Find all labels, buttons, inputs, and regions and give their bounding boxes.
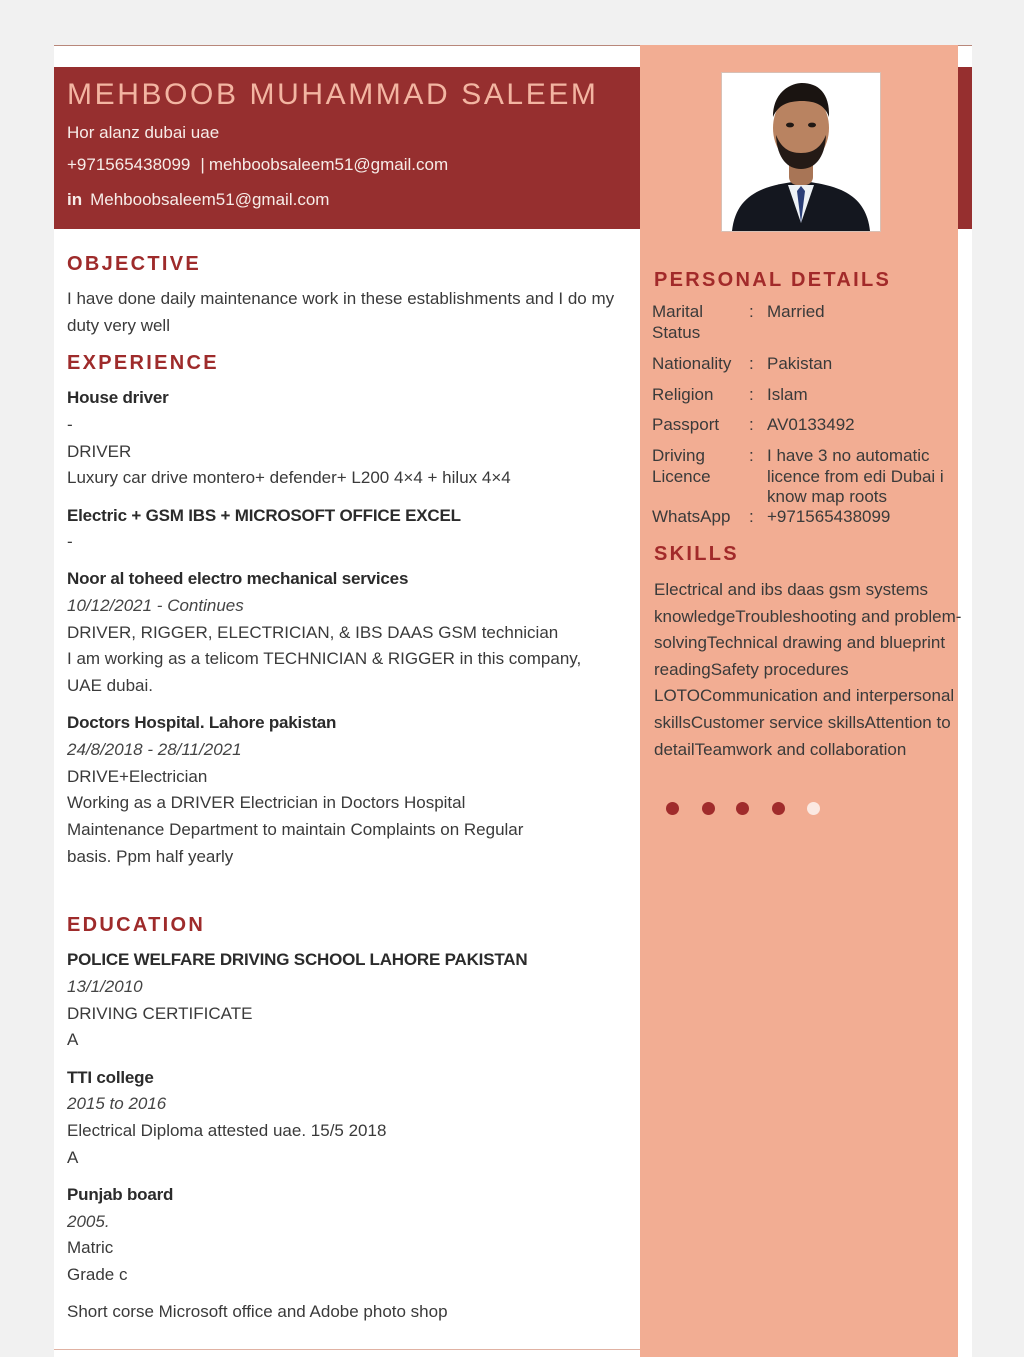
- job-role: DRIVE+Electrician: [67, 767, 208, 786]
- linkedin-line: [67, 190, 329, 210]
- rating-dot: [736, 802, 749, 815]
- job-dates: 24/8/2018 - 28/11/2021: [67, 740, 242, 759]
- edu-grade: Grade c: [67, 1265, 128, 1284]
- rating-dot: [666, 802, 679, 815]
- job-role: DRIVER, RIGGER, ELECTRICIAN, & IBS DAAS GSM technician: [67, 623, 559, 642]
- pd-colon: :: [749, 446, 754, 465]
- pd-label: Nationality: [652, 354, 732, 373]
- pd-value: Married: [767, 302, 825, 321]
- separator: |: [200, 155, 205, 174]
- pd-value: Pakistan: [767, 354, 833, 373]
- pd-value: +971565438099: [767, 507, 891, 526]
- email[interactable]: mehboobsaleem51@gmail.com: [208, 155, 449, 174]
- candidate-name: MEHBOOB MUHAMMAD SALEEM: [67, 78, 599, 111]
- rating-dot: [807, 802, 820, 815]
- edu-grade: A: [67, 1148, 79, 1167]
- job-role: DRIVER: [67, 442, 132, 461]
- objective-title: OBJECTIVE: [67, 253, 202, 275]
- linkedin-link[interactable]: Mehboobsaleem51@gmail.com: [90, 190, 330, 209]
- job-employer: Doctors Hospital. Lahore pakistan: [67, 713, 337, 732]
- job-description: basis. Ppm half yearly: [67, 847, 234, 866]
- resume-page: [54, 45, 972, 1357]
- education-title: EDUCATION: [67, 914, 206, 936]
- contact-line: [67, 155, 448, 175]
- pd-label: Passport: [652, 415, 720, 434]
- pd-label: Driving Licence: [652, 446, 711, 486]
- pd-value: I have 3 no automatic licence from edi Dubai i know map roots: [767, 446, 944, 506]
- job-description: Maintenance Department to maintain Complaints on Regular: [67, 820, 524, 839]
- profile-photo-image: [722, 73, 880, 231]
- job-employer: Noor al toheed electro mechanical services: [67, 569, 409, 588]
- edu-date: 13/1/2010: [67, 977, 143, 996]
- edu-school: Punjab board: [67, 1185, 174, 1204]
- pd-label: Marital Status: [652, 302, 704, 342]
- job-description: Luxury car drive montero+ defender+ L200 4×4 + hilux 4×4: [67, 468, 511, 487]
- pd-colon: :: [749, 507, 754, 526]
- phone: +971565438099: [67, 155, 191, 174]
- experience-title: EXPERIENCE: [67, 352, 219, 374]
- edu-degree: Electrical Diploma attested uae. 15/5 2018: [67, 1121, 387, 1140]
- pd-colon: :: [749, 415, 754, 434]
- job-dates: -: [67, 532, 73, 551]
- edu-date: 2005.: [67, 1212, 110, 1231]
- edu-grade: A: [67, 1030, 79, 1049]
- rating-dot: [702, 802, 715, 815]
- education-note: Short corse Microsoft office and Adobe photo shop: [67, 1302, 448, 1321]
- profile-photo: [721, 72, 881, 232]
- job-dates: 10/12/2021 - Continues: [67, 596, 244, 615]
- job-employer: House driver: [67, 388, 169, 407]
- objective-text: I have done daily maintenance work in these establishments and I do my duty very well: [67, 289, 615, 335]
- job-description: UAE dubai.: [67, 676, 153, 695]
- pd-label: Religion: [652, 385, 714, 404]
- job-employer: Electric + GSM IBS + MICROSOFT OFFICE EXCEL: [67, 506, 461, 525]
- pd-label: WhatsApp: [652, 507, 731, 526]
- linkedin-icon: in: [67, 190, 83, 209]
- edu-degree: Matric: [67, 1238, 114, 1257]
- personal-details-title: PERSONAL DETAILS: [654, 269, 892, 291]
- pd-value: Islam: [767, 385, 808, 404]
- edu-date: 2015 to 2016: [67, 1094, 167, 1113]
- skills-title: SKILLS: [654, 543, 739, 565]
- edu-school: POLICE WELFARE DRIVING SCHOOL LAHORE PAKISTAN: [67, 950, 528, 969]
- address: Hor alanz dubai uae: [67, 123, 220, 142]
- edu-school: TTI college: [67, 1068, 154, 1087]
- pd-colon: :: [749, 302, 754, 321]
- rating-dot: [772, 802, 785, 815]
- job-dates: -: [67, 415, 73, 434]
- pd-colon: :: [749, 354, 754, 373]
- pd-value: AV0133492: [767, 415, 855, 434]
- skills-text: Electrical and ibs daas gsm systems knowledgeTroubleshooting and problem-solvingTechnical drawing and blueprint readingSafety procedures LOTOCommunication and interpersonal skillsCustomer service skillsAttention to detailTeamwork and collaboration: [654, 580, 962, 759]
- job-description: I am working as a telicom TECHNICIAN & RIGGER in this company,: [67, 649, 582, 668]
- job-description: Working as a DRIVER Electrician in Doctors Hospital: [67, 793, 466, 812]
- edu-degree: DRIVING CERTIFICATE: [67, 1004, 253, 1023]
- pd-colon: :: [749, 385, 754, 404]
- bottom-rule: [54, 1349, 640, 1350]
